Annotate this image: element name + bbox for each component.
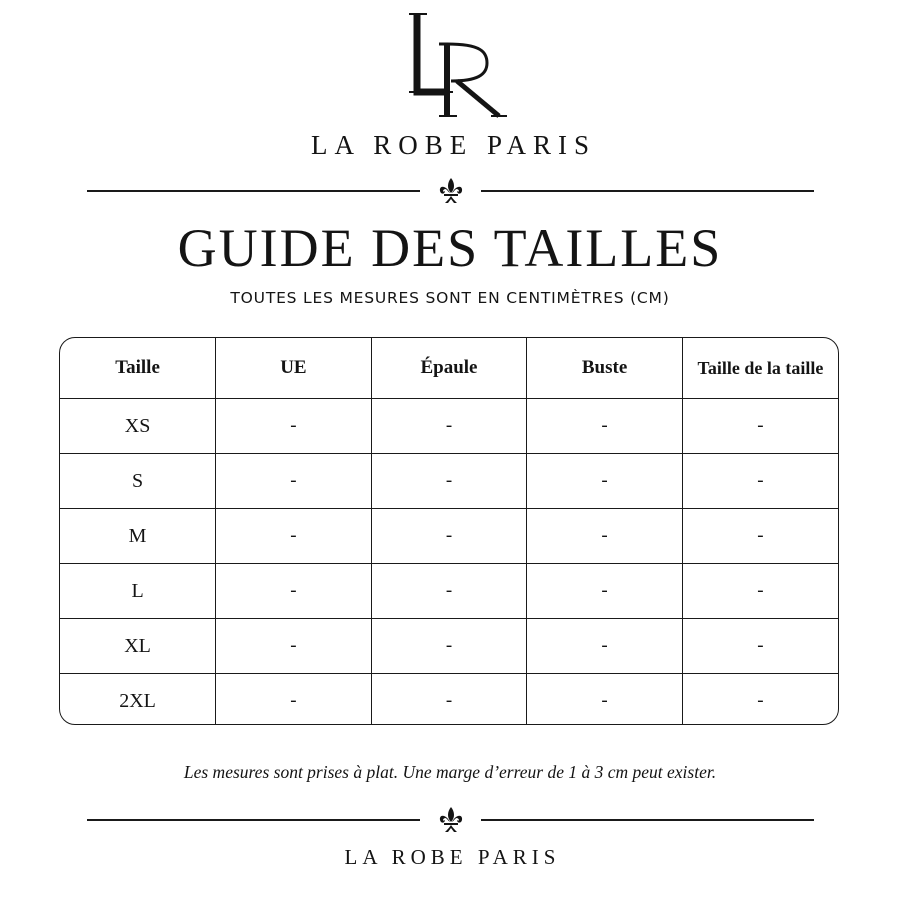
fleur-de-lis-icon [436,176,466,206]
divider-line-right [481,190,814,192]
ue-cell: - [216,509,372,564]
ue-cell: - [216,564,372,619]
ue-cell: - [216,674,372,726]
header-taille-de-la-taille: Taille de la taille [682,338,838,399]
taille-cell: - [682,454,838,509]
taille-cell: - [682,619,838,674]
epaule-cell: - [371,509,527,564]
size-cell: 2XL [60,674,216,726]
table-row [60,454,838,509]
table-row [60,509,838,564]
table-row [60,564,838,619]
measurement-note: Les mesures sont prises à plat. Une marge d’erreur de 1 à 3 cm peut exister. [183,762,717,782]
table-row [60,674,838,726]
buste-cell: - [527,619,683,674]
buste-cell: - [527,564,683,619]
buste-cell: - [527,399,683,454]
buste-cell: - [527,674,683,726]
divider-line-left [87,190,420,192]
epaule-cell: - [371,619,527,674]
epaule-cell: - [371,674,527,726]
epaule-cell: - [371,454,527,509]
header-buste: Buste [527,338,683,399]
taille-cell: - [757,690,764,711]
taille-cell: - [682,564,838,619]
lr-monogram-icon [395,8,510,120]
table-row [60,399,838,454]
ue-cell: - [216,399,372,454]
page-subtitle: TOUTES LES MESURES SONT EN CENTIMÈTRES (CM) [230,289,670,307]
header-taille: Taille [60,338,216,399]
header-ue: UE [216,338,372,399]
taille-cell: - [682,509,838,564]
fleur-de-lis-icon [436,805,466,835]
brand-name-top: LA ROBE PARIS [310,130,597,160]
size-cell: M [60,509,216,564]
size-cell: S [60,454,216,509]
header-epaule: Épaule [371,338,527,399]
page-title: GUIDE DES TAILLES [177,218,723,278]
table-row [60,619,838,674]
size-cell: XL [60,619,216,674]
epaule-cell: - [371,399,527,454]
size-table [59,337,839,725]
brand-name-bottom: LA ROBE PARIS [344,845,561,869]
ue-cell: - [216,619,372,674]
size-cell: L [60,564,216,619]
ue-cell: - [216,454,372,509]
epaule-cell: - [371,564,527,619]
divider-line-right [481,819,814,821]
top-divider [87,176,814,206]
buste-cell: - [527,454,683,509]
size-cell: XS [60,399,216,454]
table-header-row [60,338,838,399]
taille-cell: - [682,399,838,454]
divider-line-left [87,819,420,821]
bottom-divider [87,805,814,835]
buste-cell: - [527,509,683,564]
